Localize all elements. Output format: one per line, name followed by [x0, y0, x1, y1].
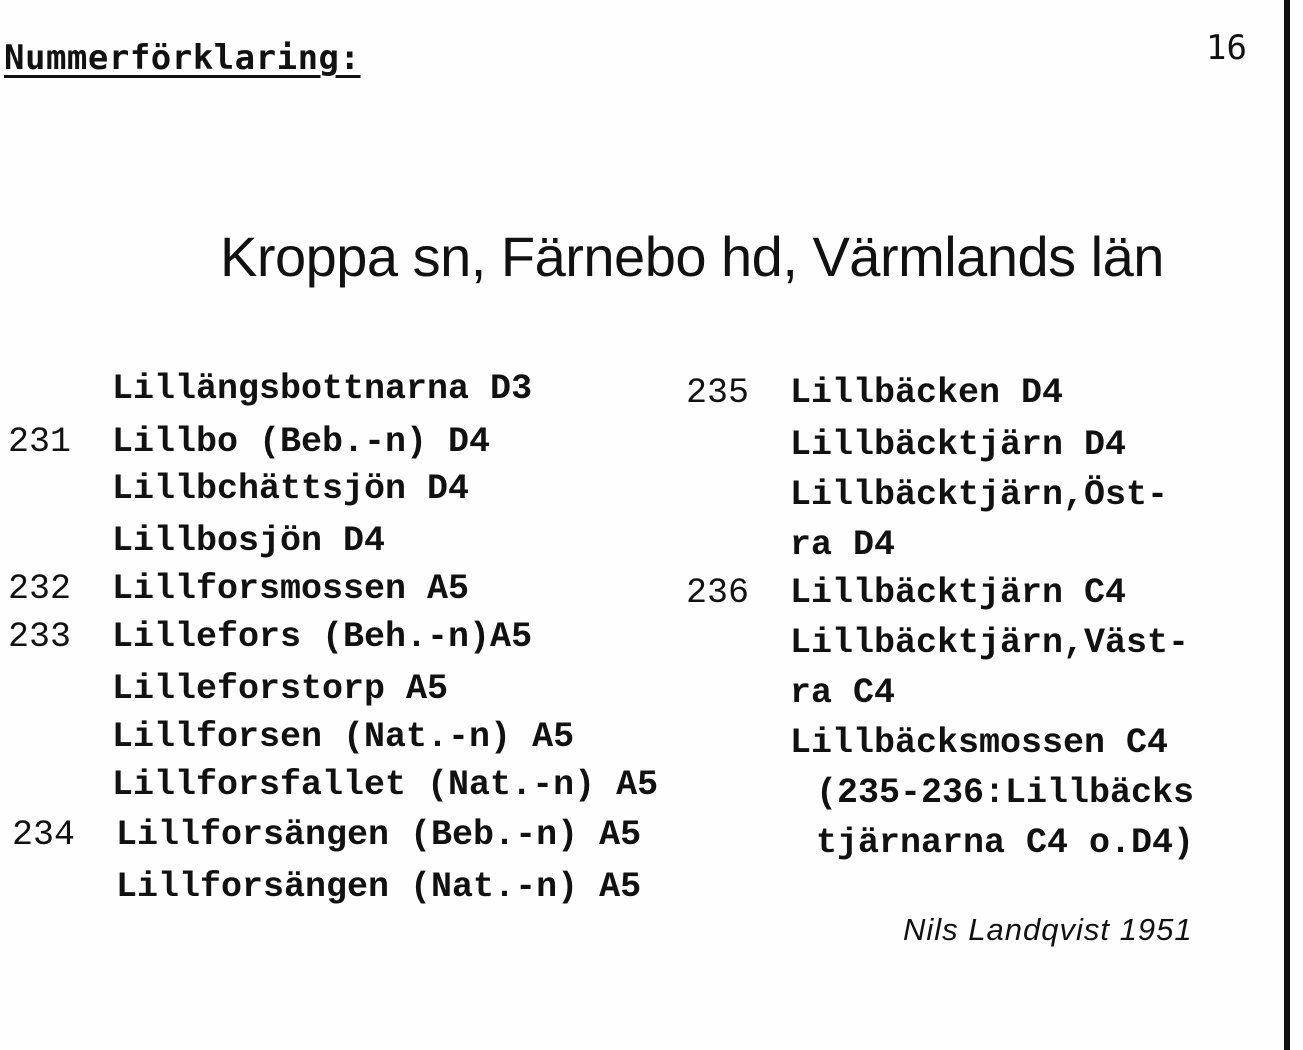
- left-number-6: 233: [8, 617, 72, 657]
- right-entry-8: Lillbäcksmossen C4: [790, 723, 1169, 763]
- left-entry-11: Lillforsängen (Nat.-n) A5: [116, 867, 642, 907]
- right-entry-1: Lillbäcken D4: [790, 373, 1064, 413]
- right-entry-5: Lillbäcktjärn C4: [790, 573, 1127, 613]
- right-entry-2: Lillbäcktjärn D4: [790, 425, 1127, 465]
- right-entry-3: Lillbäcktjärn,Öst-: [790, 475, 1169, 515]
- left-entry-6: Lillefors (Beh.-n)A5: [112, 617, 533, 657]
- right-number-5: 236: [686, 573, 750, 613]
- left-number-2: 231: [8, 422, 72, 462]
- author-signature: Nils Landqvist 1951: [903, 912, 1193, 947]
- right-entry-9: (235-236:Lillbäcks: [816, 773, 1195, 813]
- left-entry-9: Lillforsfallet (Nat.-n) A5: [112, 765, 659, 805]
- left-number-10: 234: [12, 815, 76, 855]
- left-entry-5: Lillforsmossen A5: [112, 569, 470, 609]
- parish-title: Kroppa sn, Färnebo hd, Värmlands län: [220, 225, 1164, 288]
- right-entry-4: ra D4: [790, 525, 896, 565]
- right-number-1: 235: [686, 373, 750, 413]
- left-number-5: 232: [8, 569, 72, 609]
- card-right-border: [1284, 0, 1290, 1050]
- left-entry-10: Lillforsängen (Beb.-n) A5: [116, 815, 642, 855]
- card-heading: Nummerförklaring:: [4, 38, 361, 78]
- left-entry-8: Lillforsen (Nat.-n) A5: [112, 717, 575, 757]
- right-entry-6: Lillbäcktjärn,Väst-: [790, 623, 1190, 663]
- right-entry-10: tjärnarna C4 o.D4): [816, 823, 1195, 863]
- left-entry-2: Lillbo (Beb.-n) D4: [112, 422, 491, 462]
- left-entry-1: Lillängsbottnarna D3: [112, 369, 533, 409]
- left-entry-7: Lilleforstorp A5: [112, 669, 449, 709]
- right-entry-7: ra C4: [790, 673, 896, 713]
- left-entry-3: Lillbchättsjön D4: [112, 469, 470, 509]
- left-entry-4: Lillbosjön D4: [112, 521, 386, 561]
- page-number: 16: [1206, 28, 1247, 68]
